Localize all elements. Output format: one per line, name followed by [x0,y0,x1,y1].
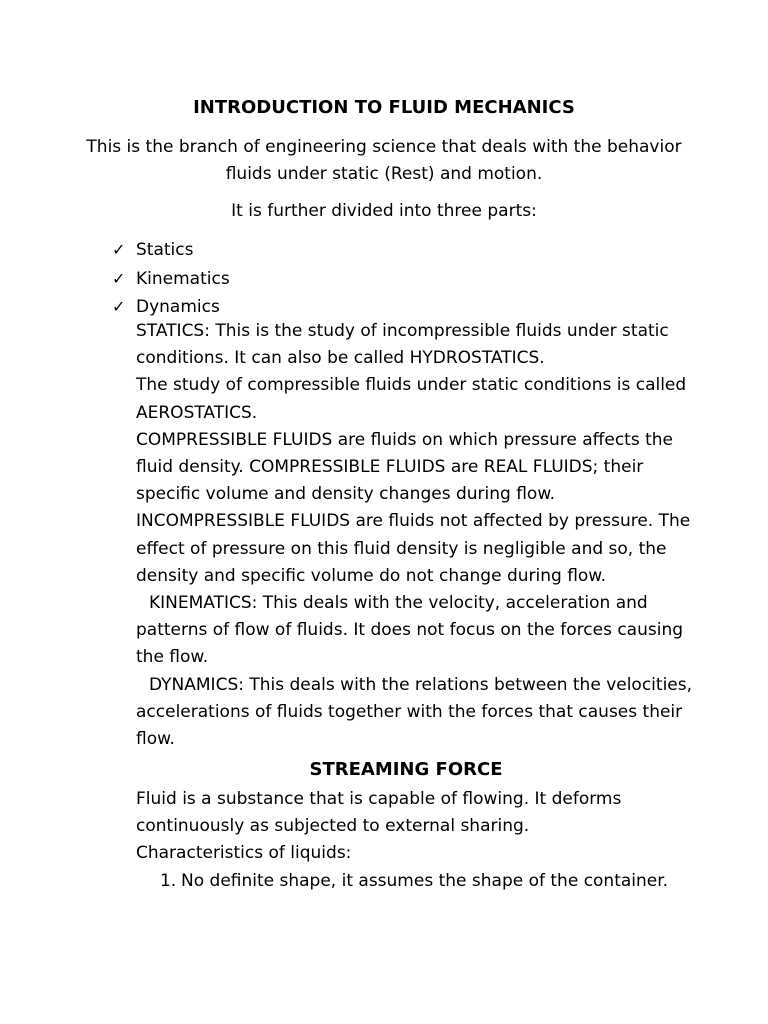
kinematics-line-3: the flow. [136,647,209,668]
dynamics-line-1: DYNAMICS: This deals with the relations between the velocities, [149,674,693,695]
dynamics-line-3: flow. [136,729,175,750]
intro-line-3: It is further divided into three parts: [231,201,537,221]
numbered-list-item [160,868,668,895]
parts-checklist [112,236,230,322]
section-title-streaming-force: STREAMING FORCE [309,759,503,780]
intro-line-2: fluids under static (Rest) and motion. [225,164,543,184]
section2-text [136,786,696,868]
incompressible-line-2: effect of pressure on this fluid density is negligible and so, the [136,538,667,559]
aerostatics-line-1: The study of compressible fluids under static conditions is called [136,375,687,396]
statics-line-2: conditions. It can also be called HYDROSTATICS. [136,348,545,369]
compressible-line-1: COMPRESSIBLE FLUIDS are fluids on which pressure affects the [136,429,673,450]
checkmark-icon: ✓ [112,268,126,288]
list-item [112,236,230,265]
kinematics-line-2: patterns of flow of fluids. It does not focus on the forces causing [136,620,684,641]
compressible-line-3: specific volume and density changes during flow. [136,484,556,505]
list-item-text: No definite shape, it assumes the shape of the container. [181,871,669,891]
checkmark-icon: ✓ [112,240,126,259]
fluid-line-2: continuously as subjected to external sharing. [136,816,530,837]
characteristics-heading: Characteristics of liquids: [136,843,352,864]
list-item-label: Statics [136,240,194,260]
kinematics-line-1: KINEMATICS: This deals with the velocity, acceleration and [149,593,648,614]
list-item-label: Kinematics [136,268,230,289]
incompressible-line-1: INCOMPRESSIBLE FLUIDS are fluids not affected by pressure. The [136,511,691,532]
incompressible-line-3: density and specific volume do not change during flow. [136,565,607,586]
body-text [136,318,696,753]
dynamics-line-2: accelerations of fluids together with the forces that causes their [136,701,683,722]
statics-line-1: STATICS: This is the study of incompressible fluids under static [136,321,669,341]
compressible-line-2: fluid density. COMPRESSIBLE FLUIDS are REAL FLUIDS; their [136,457,644,478]
checkmark-icon: ✓ [112,297,126,316]
list-item-label: Dynamics [136,297,220,317]
aerostatics-line-2: AEROSTATICS. [136,402,258,423]
document-title: INTRODUCTION TO FLUID MECHANICS [193,97,575,118]
intro-line-1: This is the branch of engineering science that deals with the behavior [86,137,682,157]
list-item [112,265,230,294]
fluid-line-1: Fluid is a substance that is capable of flowing. It deforms [136,789,622,809]
list-number: 1. [160,871,177,891]
